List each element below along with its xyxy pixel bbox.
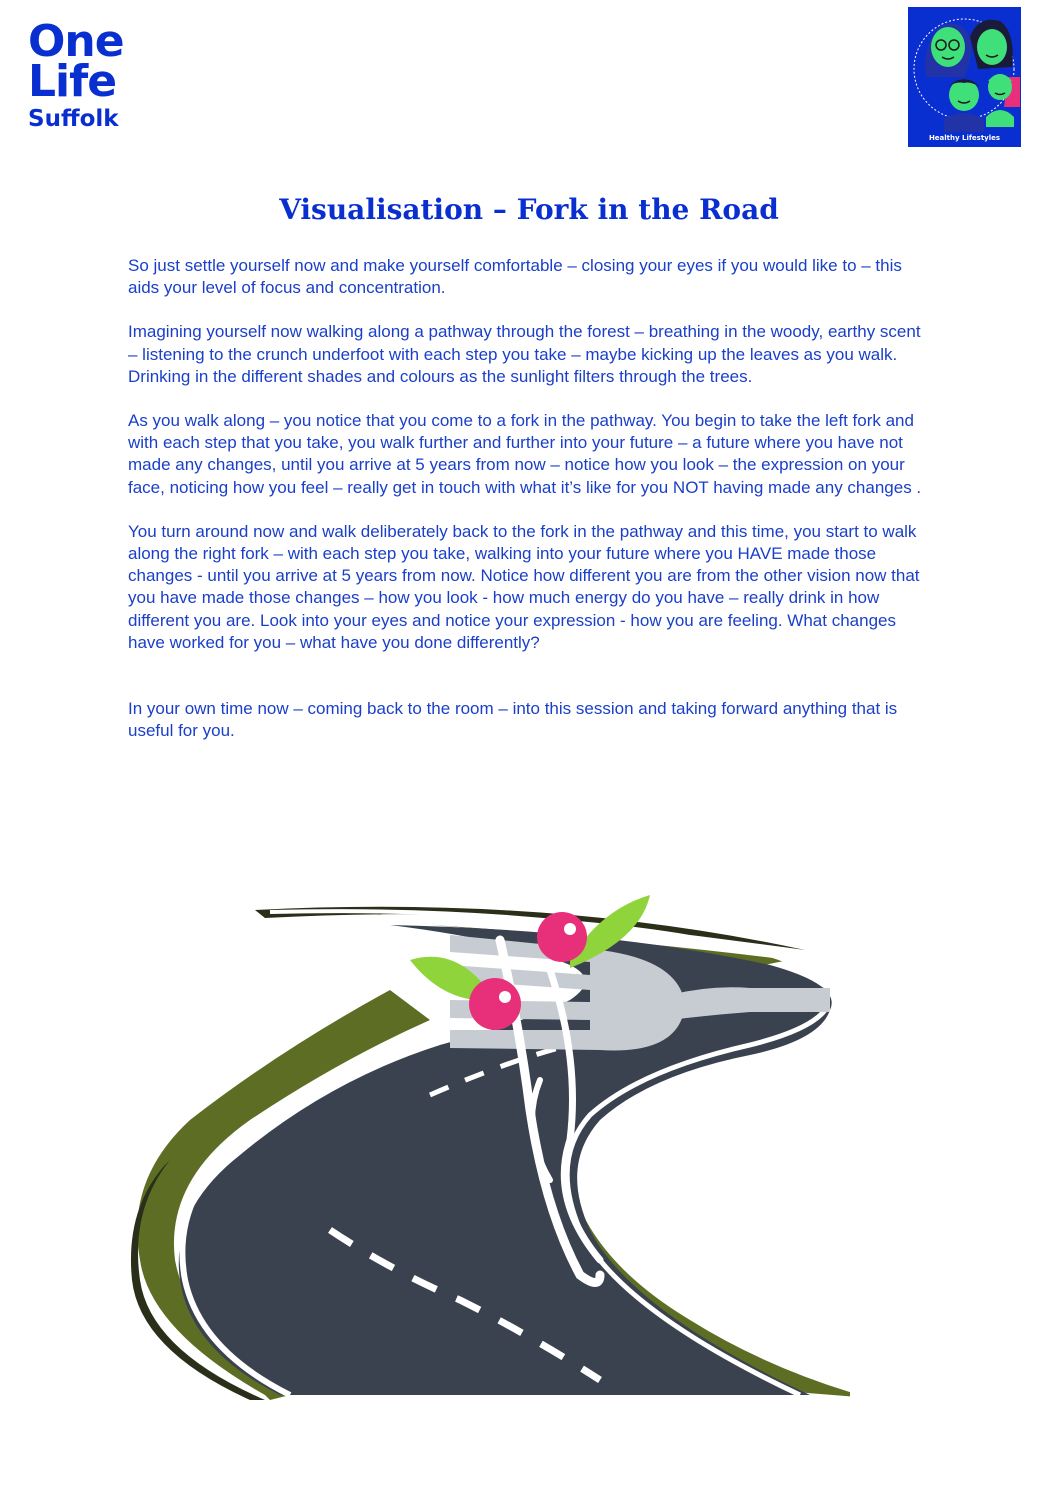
berry-upper <box>537 912 587 962</box>
paragraph-right-fork: You turn around now and walk deliberately back to the fork in the pathway and this time, you start to walk along the right fork – with each step you take, walking into your future where you HAVE made those changes - until you arrive at 5 years from now. Notice how different you are from the other vision now that you have made those changes – how you look - how much energy do you have – really drink in how different you are. Look into your eyes and notice your expression - how you are feeling. What changes have worked for you – what have you done differently? <box>128 521 920 652</box>
badge-caption: Healthy Lifestyles <box>928 134 1001 142</box>
logo-line-one: One <box>28 16 124 67</box>
healthy-lifestyles-badge <box>908 7 1021 147</box>
paragraph-forest: Imagining yourself now walking along a pathway through the forest – breathing in the woody, earthy scent – listening to the crunch underfoot with each step you take – maybe kicking up the leaves as you walk. Drinking in the different shades and colours as the sunlight filters through the trees. <box>128 322 921 386</box>
berry-upper-highlight <box>564 923 576 935</box>
family-faces-icon <box>908 7 1021 147</box>
berry-lower-highlight <box>499 991 511 1003</box>
paragraph-closing: In your own time now – coming back to the room – into this session and taking forward anything that is useful for you. <box>128 699 898 741</box>
paragraph-settle: So just settle yourself now and make yourself comfortable – closing your eyes if you would like to – this aids your level of focus and concentration. <box>128 256 902 298</box>
logo-line-suffolk: Suffolk <box>28 106 119 132</box>
fork-road-illustration <box>130 880 850 1410</box>
berry-lower <box>469 978 521 1030</box>
script-body <box>128 255 933 764</box>
logo-line-life: Life <box>28 56 117 107</box>
page-title: Visualisation – Fork in the Road <box>279 193 779 226</box>
paragraph-left-fork: As you walk along – you notice that you come to a fork in the pathway. You begin to take the left fork and with each step that you take, you walk further and further into your future – a future where you have not made any changes, until you arrive at 5 years from now – notice how you look – the expression on your face, noticing how you feel – really get in touch with what it’s like for you NOT having made any changes . <box>128 411 922 497</box>
one-life-suffolk-logo <box>28 16 168 134</box>
